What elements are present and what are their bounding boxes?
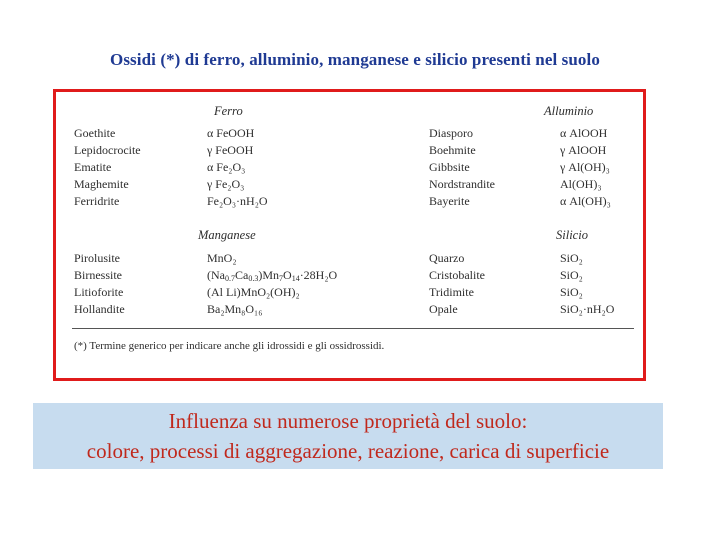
- mineral-name: Diasporo: [429, 126, 473, 140]
- mineral-name: Ferridrite: [74, 194, 120, 208]
- mineral-formula: α Al(OH)₃: [560, 194, 611, 208]
- mineral-formula: α FeOOH: [207, 126, 255, 140]
- table-row: [56, 126, 646, 143]
- mineral-formula: γ FeOOH: [207, 143, 254, 157]
- mineral-name: Quarzo: [429, 251, 465, 265]
- mineral-name: Lepidocrocite: [74, 143, 141, 157]
- table-row: [56, 194, 646, 211]
- mineral-formula: γ AlOOH: [560, 143, 607, 157]
- mineral-name: Tridimite: [429, 285, 474, 299]
- mineral-name: Nordstrandite: [429, 177, 495, 191]
- table-row: [56, 302, 646, 319]
- mineral-name: Gibbsite: [429, 160, 470, 174]
- mineral-name: Pirolusite: [74, 251, 121, 265]
- mineral-name: Opale: [429, 302, 458, 316]
- mineral-name: Birnessite: [74, 268, 122, 282]
- banner-line-1: Influenza su numerose proprietà del suolo:: [168, 409, 528, 433]
- mineral-formula: α Fe₂O₃: [207, 160, 246, 174]
- table-row: [56, 143, 646, 160]
- table-row: [56, 177, 646, 194]
- mineral-formula: α AlOOH: [560, 126, 608, 140]
- table-row: [56, 251, 646, 268]
- summary-banner: [33, 403, 663, 469]
- group-heading-alluminio: Alluminio: [544, 104, 594, 118]
- mineral-formula: $(Na_{0.7}Ca_{0.3})Mn_7O_{14}\cdot 28H_2O$: [207, 268, 338, 283]
- mineral-name: Bayerite: [429, 194, 470, 208]
- group-heading-ferro: Ferro: [214, 104, 243, 118]
- mineral-formula: Ba₂Mn₈O₁₆: [207, 302, 263, 316]
- mineral-formula: SiO₂: [560, 251, 583, 265]
- table-row: [56, 268, 646, 285]
- mineral-formula: γ Fe₂O₃: [207, 177, 245, 191]
- mineral-formula: SiO₂: [560, 268, 583, 282]
- group-heading-manganese: Manganese: [198, 228, 256, 242]
- mineral-formula: SiO₂: [560, 285, 583, 299]
- mineral-formula: SiO₂·nH₂O: [560, 302, 615, 316]
- mineral-name: Hollandite: [74, 302, 125, 316]
- group-heading-silicio: Silicio: [556, 228, 588, 242]
- table-divider: [72, 328, 634, 329]
- table-row: [56, 160, 646, 177]
- mineral-formula: Fe₂O₃·nH₂O: [207, 194, 268, 208]
- mineral-formula: Al(OH)₃: [560, 177, 602, 191]
- mineral-name: Ematite: [74, 160, 112, 174]
- mineral-name: Cristobalite: [429, 268, 485, 282]
- mineral-formula: (Al Li)MnO₂(OH)₂: [207, 285, 300, 299]
- banner-line-2: colore, processi di aggregazione, reazione, carica di superficie: [86, 439, 610, 463]
- mineral-name: Goethite: [74, 126, 116, 140]
- footnote: (*) Termine generico per indicare anche gli idrossidi e gli ossidrossidi.: [74, 340, 385, 352]
- mineral-formula: MnO₂: [207, 251, 237, 265]
- mineral-name: Litioforite: [74, 285, 124, 299]
- mineral-name: Maghemite: [74, 177, 129, 191]
- slide-title: Ossidi (*) di ferro, alluminio, manganese e silicio presenti nel suolo: [110, 50, 600, 69]
- mineral-name: Boehmite: [429, 143, 476, 157]
- oxides-table: [53, 89, 646, 381]
- mineral-formula: γ Al(OH)₃: [560, 160, 610, 174]
- table-row: [56, 285, 646, 302]
